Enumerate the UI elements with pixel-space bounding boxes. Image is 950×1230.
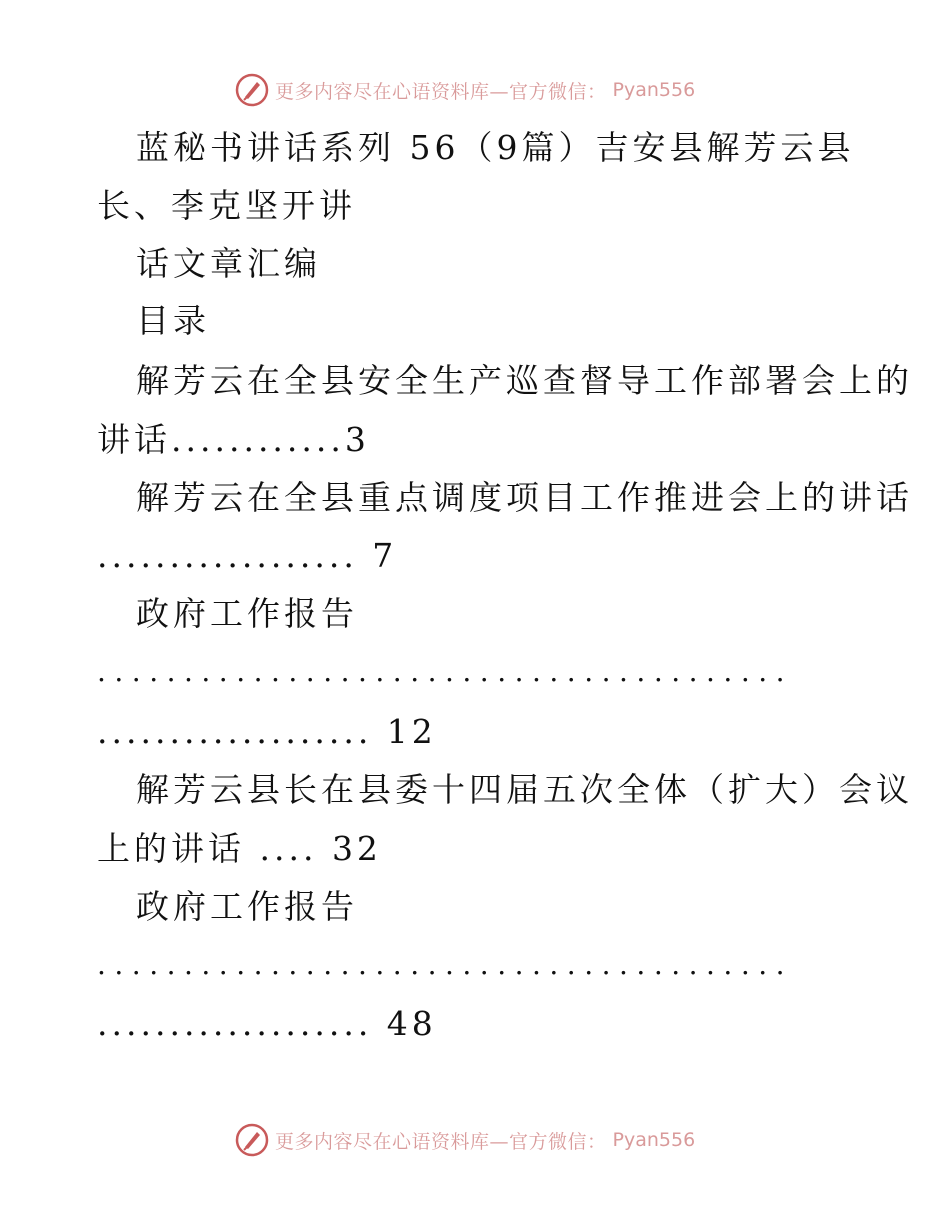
toc-entry-1-page: 讲话............3 bbox=[97, 420, 370, 459]
toc-entry-5-title: 政府工作报告 bbox=[136, 887, 358, 926]
toc-heading: 目录 bbox=[136, 301, 210, 340]
toc-entry-1-title: 解芳云在全县安全生产巡查督导工作部署会上的 bbox=[136, 361, 913, 400]
title-line-2: 长、李克坚开讲 bbox=[97, 186, 356, 225]
watermark-text: 更多内容尽在心语资料库—官方微信： bbox=[275, 1130, 607, 1153]
watermark-code: Pyan556 bbox=[612, 1129, 696, 1151]
toc-entry-5-leader: ........................................ bbox=[97, 948, 794, 981]
toc-entry-2-title: 解芳云在全县重点调度项目工作推进会上的讲话 bbox=[136, 478, 913, 517]
toc-entry-3-title: 政府工作报告 bbox=[136, 594, 358, 633]
toc-entry-4-page: 上的讲话 .... 32 bbox=[97, 829, 382, 868]
toc-entry-2-page: .................. 7 bbox=[97, 536, 398, 575]
toc-entry-5-page: ................... 48 bbox=[97, 1004, 437, 1043]
watermark-code: Pyan556 bbox=[612, 79, 696, 101]
toc-entry-4-title: 解芳云县长在县委十四届五次全体（扩大）会议 bbox=[136, 770, 913, 809]
title-line-1: 蓝秘书讲话系列 56（9篇）吉安县解芳云县 bbox=[136, 128, 855, 167]
title-line-3: 话文章汇编 bbox=[136, 244, 321, 283]
toc-entry-3-page: ................... 12 bbox=[97, 712, 437, 751]
watermark-footer bbox=[235, 1120, 755, 1160]
toc-entry-3-leader: ........................................ bbox=[97, 655, 794, 688]
pen-logo-icon bbox=[235, 1123, 269, 1157]
watermark-text: 更多内容尽在心语资料库—官方微信： bbox=[275, 80, 607, 103]
